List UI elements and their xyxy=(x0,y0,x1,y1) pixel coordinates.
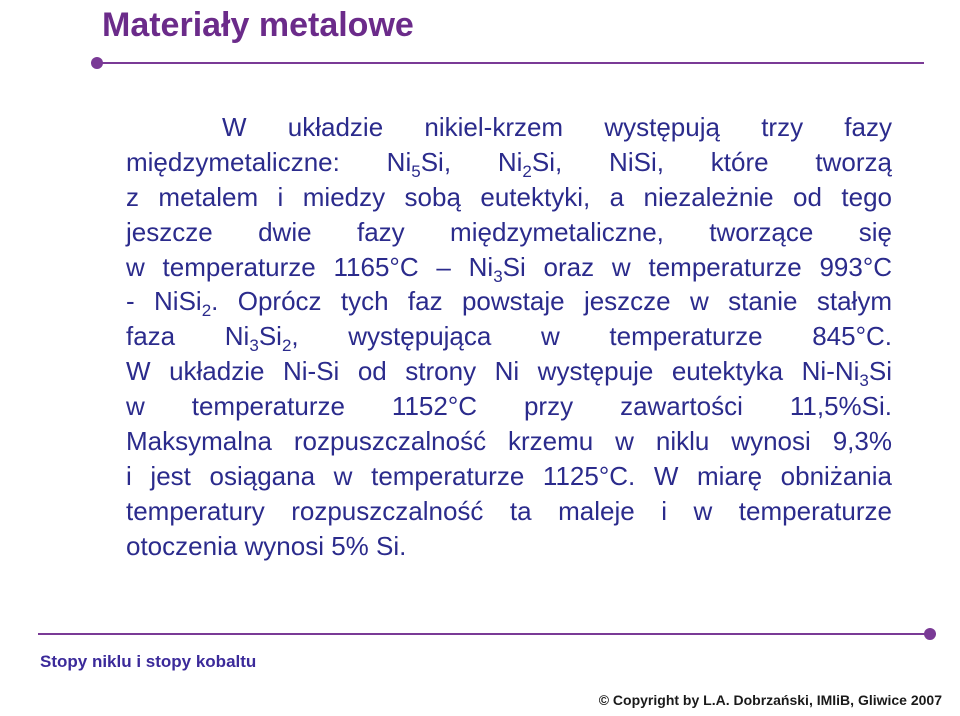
text-line xyxy=(126,180,892,215)
text-span: z metalem i miedzy sobą eutektyki, a niezależnie od tego xyxy=(126,181,892,212)
footer-rule xyxy=(38,633,928,635)
text-line xyxy=(126,459,892,494)
subscript: 2 xyxy=(522,161,532,181)
text-span: , występująca w temperaturze 845°C. xyxy=(291,321,892,352)
text-span: temperatury rozpuszczalność ta maleje i w temperaturze xyxy=(126,495,892,526)
subscript: 3 xyxy=(859,371,869,391)
text-span: i jest osiągana w temperaturze 1125°C. W miarę obniżania xyxy=(126,460,892,491)
text-line xyxy=(126,284,892,319)
text-span: w temperaturze 1165°C – Ni xyxy=(126,251,494,282)
footer-course-title: Stopy niklu i stopy kobaltu xyxy=(40,652,257,671)
subscript: 2 xyxy=(281,336,292,356)
text-line xyxy=(126,494,892,529)
text-line xyxy=(126,215,892,250)
text-line xyxy=(126,110,892,145)
slide-title: Materiały metalowe xyxy=(102,6,414,44)
text-span: - NiSi xyxy=(126,286,202,317)
text-line xyxy=(126,354,892,389)
subscript: 5 xyxy=(411,161,421,181)
text-span: Si xyxy=(868,356,892,387)
text-line xyxy=(126,319,892,354)
text-span: . Oprócz tych faz powstaje jeszcze w stanie stałym xyxy=(211,286,892,317)
footer-copyright: © Copyright by L.A. Dobrzański, IMIiB, Gliwice 2007 xyxy=(598,692,942,708)
text-span: Si, Ni xyxy=(420,146,523,177)
subscript: 3 xyxy=(249,336,259,356)
subscript: 2 xyxy=(201,301,212,321)
text-span: Si xyxy=(258,321,282,352)
text-span: W układzie nikiel-krzem występują trzy fazy xyxy=(222,112,892,142)
text-span: międzymetaliczne: Ni xyxy=(126,146,412,177)
text-span: Si oraz w temperaturze 993°C xyxy=(502,251,892,282)
body-paragraph xyxy=(126,110,892,564)
subscript: 3 xyxy=(493,266,503,286)
text-line xyxy=(126,250,892,285)
text-line xyxy=(126,424,892,459)
text-line xyxy=(126,389,892,424)
text-span: Maksymalna rozpuszczalność krzemu w niklu wynosi 9,3% xyxy=(126,426,892,457)
footer-rule-dot xyxy=(924,628,936,640)
title-rule xyxy=(98,62,924,64)
text-line xyxy=(126,145,892,180)
text-span: faza Ni xyxy=(126,321,250,352)
text-span: Si, NiSi, które tworzą xyxy=(531,146,892,177)
text-span: W układzie Ni-Si od strony Ni występuje eutektyka Ni-Ni xyxy=(126,356,860,387)
text-span: otoczenia wynosi 5% Si. xyxy=(126,530,407,561)
text-span: jeszcze dwie fazy międzymetaliczne, tworzące się xyxy=(126,216,892,247)
text-span: w temperaturze 1152°C przy zawartości 11,5%Si. xyxy=(126,391,892,422)
text-line xyxy=(126,529,892,564)
